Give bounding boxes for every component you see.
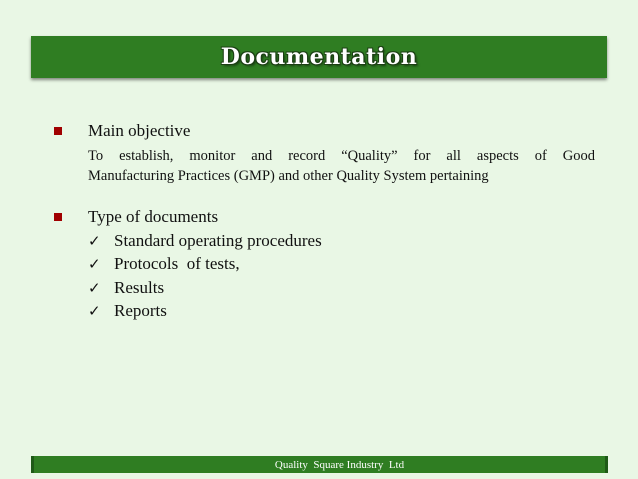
checkmark-icon: ✓	[88, 302, 101, 320]
checkmark-icon: ✓	[88, 232, 101, 250]
title-bar	[31, 36, 607, 78]
checkmark-icon: ✓	[88, 255, 101, 273]
footer-bar	[31, 456, 608, 473]
list-item	[88, 301, 167, 321]
square-bullet-icon	[54, 213, 62, 221]
square-bullet-icon	[54, 127, 62, 135]
section-heading-main-objective: Main objective	[88, 121, 191, 140]
footer	[34, 456, 605, 473]
objective-paragraph	[88, 146, 595, 186]
slide-title: Documentation	[220, 44, 418, 70]
list-item-label: Reports	[114, 301, 167, 320]
list-item	[88, 231, 322, 251]
list-item-label: Protocols of tests,	[114, 254, 240, 273]
list-item	[88, 254, 240, 274]
list-item-label: Results	[114, 278, 165, 297]
section-heading-type-of-documents: Type of documents	[88, 207, 219, 226]
list-item-label: Standard operating procedures	[114, 231, 322, 250]
list-item	[88, 278, 164, 298]
checkmark-icon: ✓	[88, 279, 101, 297]
footer-company-name: Quality Square Industry Ltd	[274, 458, 405, 471]
objective-line-2: Manufacturing Practices (GMP) and other Quality System pertaining	[88, 168, 489, 184]
objective-line-1: To establish, monitor and record “Quality” for all aspects of Good	[88, 148, 595, 164]
